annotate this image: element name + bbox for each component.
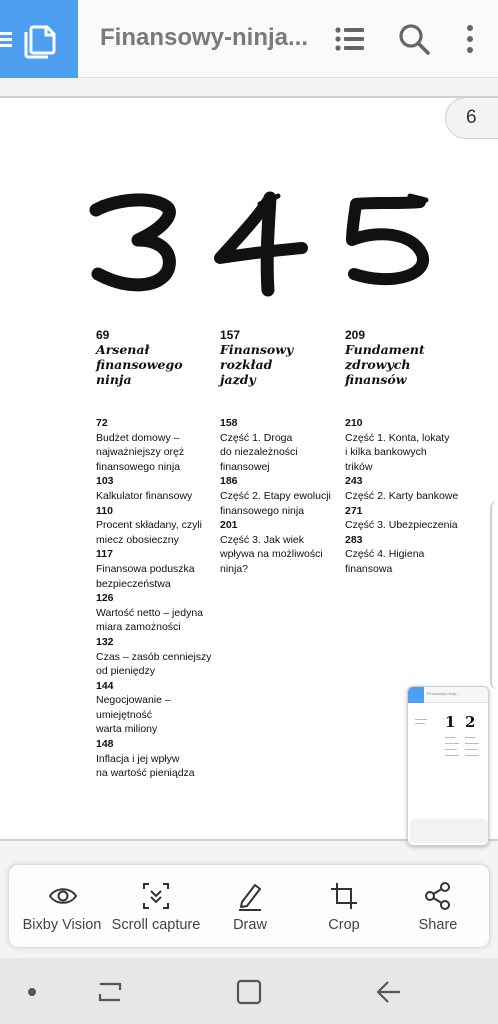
share-button[interactable] <box>391 865 485 949</box>
section-number-3 <box>88 190 188 300</box>
toc-column-4 <box>220 328 331 577</box>
scroll-capture-icon <box>141 881 171 911</box>
thumbnail-text-line <box>445 755 459 756</box>
thumbnail-text-line <box>445 743 459 744</box>
capture-button-label: Scroll capture <box>111 917 201 933</box>
entry-page: 132 <box>96 635 114 648</box>
entry-line: Część 4. Higiena <box>345 548 425 561</box>
section-title <box>345 342 425 387</box>
section-title-line: Arsenał <box>96 342 150 357</box>
toc-entry-list <box>220 416 331 577</box>
entry-line: trików <box>345 460 373 473</box>
entry-line: Część 2. Karty bankowe <box>345 489 459 502</box>
capture-button-label: Bixby Vision <box>22 917 102 933</box>
entry-line: Negocjowanie – <box>96 694 171 707</box>
entry-page: 144 <box>96 679 114 692</box>
screenshot-thumbnail[interactable] <box>407 686 489 846</box>
entry-line: Część 1. Konta, lokaty <box>345 431 450 444</box>
section-title-line: Fundament <box>345 342 425 357</box>
entry-line: do niezależności <box>220 446 298 459</box>
capture-button-label: Crop <box>328 917 360 933</box>
capture-button-label: Share <box>418 917 458 933</box>
thumbnail-number: 1 <box>445 713 456 731</box>
entry-page: 72 <box>96 417 108 429</box>
list-view-icon[interactable] <box>333 22 367 56</box>
section-title <box>220 342 300 387</box>
entry-line: Procent składany, czyli <box>96 519 203 532</box>
thumbnail-title: Finansowy-ninja... <box>427 691 460 696</box>
bixby-vision-button[interactable] <box>15 865 109 949</box>
scroll-capture-button[interactable] <box>109 865 203 949</box>
section-title-line: zdrowych <box>345 357 411 372</box>
page-number-indicator[interactable] <box>445 97 498 139</box>
entry-line: i kilka bankowych <box>345 446 427 459</box>
entry-line: bezpieczeństwa <box>96 577 171 590</box>
crop-button[interactable] <box>297 865 391 949</box>
capture-toolbar <box>8 864 490 948</box>
entry-line: miara zamożności <box>96 621 181 634</box>
document-pages-icon <box>0 18 78 60</box>
entry-line: miecz obosieczny <box>96 533 179 546</box>
entry-line: finansowego ninja <box>96 460 181 473</box>
thumbnail-text-line <box>445 737 455 738</box>
section-title <box>96 342 183 387</box>
search-icon[interactable] <box>397 22 431 56</box>
entry-line: finansowej <box>220 460 270 473</box>
entry-page: 148 <box>96 738 114 751</box>
entry-line: Część 3. Ubezpieczenia <box>345 519 458 532</box>
thumbnail-text-line <box>445 749 457 750</box>
thumbnail-number: 2 <box>465 713 476 731</box>
section-title-line: finansowego <box>96 357 183 372</box>
thumbnail-page <box>411 709 487 805</box>
edge-panel-handle[interactable] <box>490 500 498 690</box>
entry-line: Budżet domowy – <box>96 431 180 444</box>
draw-button[interactable] <box>203 865 297 949</box>
entry-page: 186 <box>220 475 238 488</box>
thumbnail-document-icon <box>408 687 424 703</box>
entry-line: Czas – zasób cenniejszy <box>96 650 212 663</box>
section-page: 69 <box>96 328 110 342</box>
entry-line: finansowa <box>345 562 393 575</box>
entry-line: Część 1. Droga <box>220 431 293 444</box>
thumbnail-toolbar <box>410 819 488 843</box>
thumbnail-text-line <box>465 743 479 744</box>
entry-page: 117 <box>96 548 113 561</box>
section-number-4 <box>210 190 310 300</box>
more-options-icon[interactable] <box>453 22 487 56</box>
entry-line: od pieniędzy <box>96 665 155 678</box>
thumbnail-text-line <box>465 737 475 738</box>
toc-entry-list <box>345 416 458 577</box>
entry-page: 210 <box>345 417 363 429</box>
share-icon <box>423 881 453 911</box>
entry-page: 158 <box>220 417 238 429</box>
entry-line: warta miliony <box>96 723 158 736</box>
thumbnail-text-line <box>465 755 479 756</box>
section-page: 157 <box>220 328 241 342</box>
toc-column-3 <box>96 328 212 781</box>
section-title-line: ninja <box>96 372 132 387</box>
section-title-line: finansów <box>345 372 407 387</box>
home-icon[interactable] <box>235 978 263 1006</box>
pen-icon <box>235 881 265 911</box>
crop-icon <box>329 881 359 911</box>
entry-page: 283 <box>345 533 363 546</box>
entry-page: 103 <box>96 475 114 488</box>
entry-page: 271 <box>345 504 363 517</box>
entry-line: umiejętność <box>96 708 153 721</box>
entry-line: ninja? <box>220 562 249 575</box>
eye-icon <box>48 881 78 911</box>
entry-line: Finansowa poduszka <box>96 562 195 575</box>
back-icon[interactable] <box>374 978 402 1006</box>
section-title-line: jazdy <box>220 372 256 387</box>
thumbnail-text-line <box>415 723 425 724</box>
entry-page: 201 <box>220 519 238 532</box>
entry-line: wpływa na możliwości <box>220 548 323 561</box>
entry-line: najważniejszy oręż <box>96 446 185 459</box>
entry-line: Inflacja i jej wpływ <box>96 752 180 765</box>
document-title: Finansowy-ninja... <box>100 24 309 51</box>
thumbnail-app-bar <box>408 687 489 703</box>
app-bar <box>0 0 498 78</box>
entry-line: Wartość netto – jedyna <box>96 606 203 619</box>
thumbnail-text-line <box>465 749 477 750</box>
entry-line: na wartość pieniądza <box>96 767 195 780</box>
document-pages-button[interactable] <box>0 0 78 78</box>
entry-line: Część 2. Etapy ewolucji <box>220 489 331 502</box>
toc-column-5 <box>345 328 458 577</box>
entry-line: finansowego ninja <box>220 504 305 517</box>
section-page: 209 <box>345 328 366 342</box>
entry-line: Kalkulator finansowy <box>96 489 193 502</box>
entry-line: Część 3. Jak wiek <box>220 533 305 546</box>
section-number-5 <box>340 190 440 300</box>
system-navigation-bar <box>0 958 498 1024</box>
navbar-dot[interactable] <box>28 988 36 996</box>
thumbnail-text-line <box>415 719 427 720</box>
entry-page: 126 <box>96 592 114 605</box>
entry-page: 110 <box>96 504 113 517</box>
capture-button-label: Draw <box>233 917 267 933</box>
toc-entry-list <box>96 416 212 781</box>
section-title-line: rozkład <box>220 357 273 372</box>
recent-apps-icon[interactable] <box>96 978 124 1006</box>
section-title-line: Finansowy <box>220 342 294 357</box>
current-page-number: 6 <box>466 107 477 128</box>
entry-page: 243 <box>345 475 363 488</box>
